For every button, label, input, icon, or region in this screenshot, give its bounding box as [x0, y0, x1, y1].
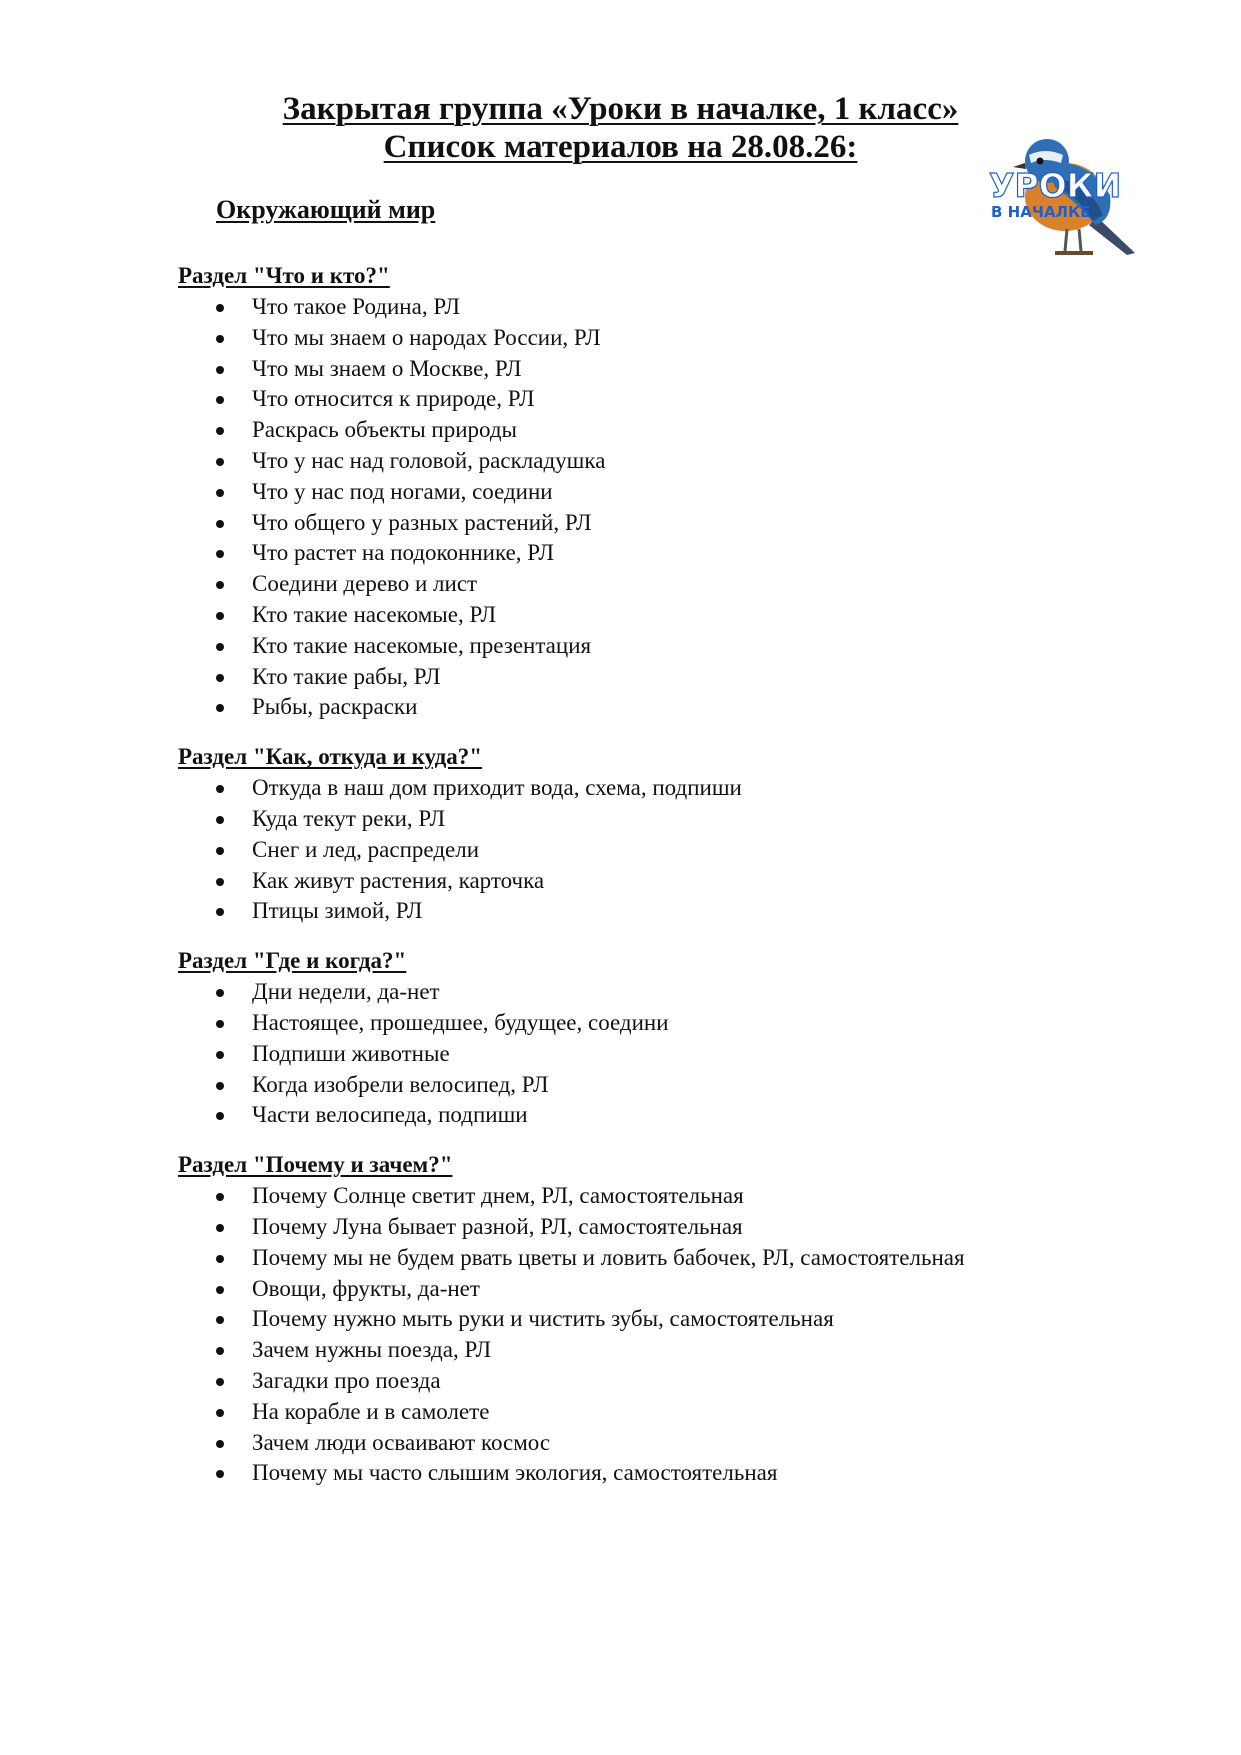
list-item-text: Овощи, фрукты, да-нет: [252, 1275, 480, 1301]
section: [178, 262, 1218, 723]
section-heading: Раздел "Что и кто?": [178, 263, 390, 288]
list-item-text: Почему Солнце светит днем, РЛ, самостоятельная: [252, 1183, 744, 1209]
list-item: [252, 323, 1218, 354]
title-line-list-date: Список материалов на 28.08.26:: [383, 129, 858, 165]
bullet-icon: [216, 674, 224, 682]
list-item-text: Кто такие насекомые, РЛ: [252, 601, 497, 627]
list-item-text: Настоящее, прошедшее, будущее, соедини: [252, 1009, 669, 1035]
list-item: [252, 1335, 1218, 1366]
bullet-icon: [216, 304, 224, 312]
list-item-text: Что мы знаем о Москве, РЛ: [252, 355, 522, 381]
list-item: [252, 477, 1218, 508]
bullet-icon: [216, 1378, 224, 1386]
list-item-text: Зачем люди осваивают космос: [252, 1429, 551, 1455]
bullet-icon: [216, 489, 224, 497]
bullet-icon: [216, 366, 224, 374]
bullet-icon: [216, 1112, 224, 1120]
bullet-icon: [216, 816, 224, 824]
list-item-text: Что у нас над головой, раскладушка: [252, 447, 606, 473]
list-item: [252, 1428, 1218, 1459]
list-item-text: Откуда в наш дом приходит вода, схема, подпиши: [252, 775, 742, 801]
bullet-icon: [216, 1347, 224, 1355]
list-item-text: Снег и лед, распредели: [252, 836, 480, 862]
list-item-text: Что у нас под ногами, соедини: [252, 478, 553, 504]
list-item-text: Кто такие насекомые, презентация: [252, 632, 592, 658]
bullet-icon: [216, 1316, 224, 1324]
list-item: [252, 1008, 1218, 1039]
section-heading: Раздел "Почему и зачем?": [178, 1152, 453, 1178]
list-item: [252, 804, 1218, 835]
sections-list: [178, 262, 1218, 1509]
list-item: [252, 1100, 1218, 1131]
list-item: [252, 835, 1218, 866]
material-list: [178, 1181, 1218, 1489]
bullet-icon: [216, 427, 224, 435]
bullet-icon: [216, 847, 224, 855]
list-item: [252, 662, 1218, 693]
list-item-text: На корабле и в самолете: [252, 1398, 490, 1424]
bullet-icon: [216, 550, 224, 558]
list-item-text: Как живут растения, карточка: [252, 867, 545, 893]
list-item-text: Зачем нужны поезда, РЛ: [252, 1337, 492, 1363]
list-item-text: Почему мы не будем рвать цветы и ловить бабочек, РЛ, самостоятельная: [252, 1244, 965, 1270]
list-item: [252, 1397, 1218, 1428]
section: [178, 743, 1218, 927]
list-item: [252, 773, 1218, 804]
bullet-icon: [216, 989, 224, 997]
list-item: [252, 569, 1218, 600]
bullet-icon: [216, 1193, 224, 1201]
list-item-text: Подпиши животные: [252, 1040, 450, 1066]
list-item-text: Птицы зимой, РЛ: [252, 898, 423, 924]
bullet-icon: [216, 458, 224, 466]
material-list: [178, 977, 1218, 1131]
logo-text-line2: В НАЧАЛКЕ: [991, 203, 1091, 221]
bullet-icon: [216, 1286, 224, 1294]
list-item: [252, 508, 1218, 539]
list-item-text: Что относится к природе, РЛ: [252, 386, 535, 412]
list-item: [252, 600, 1218, 631]
material-list: [178, 773, 1218, 927]
list-item: [252, 1181, 1218, 1212]
material-list: [178, 292, 1218, 723]
list-item-text: Почему Луна бывает разной, РЛ, самостоятельная: [252, 1213, 743, 1239]
list-item: [252, 1366, 1218, 1397]
subject-heading: Окружающий мир: [216, 195, 436, 224]
list-item: [252, 1243, 1218, 1274]
list-item: [252, 1039, 1218, 1070]
list-item-text: Кто такие рабы, РЛ: [252, 663, 441, 689]
list-item: [252, 415, 1218, 446]
list-item: [252, 446, 1218, 477]
section: [178, 947, 1218, 1131]
list-item: [252, 1070, 1218, 1101]
bird-icon: [985, 125, 1145, 260]
list-item-text: Загадки про поезда: [252, 1367, 441, 1393]
bullet-icon: [216, 1082, 224, 1090]
list-item-text: Части велосипеда, подпиши: [252, 1102, 528, 1128]
list-item: [252, 866, 1218, 897]
section-heading: Раздел "Как, откуда и куда?": [178, 744, 483, 770]
bullet-icon: [216, 581, 224, 589]
logo: [985, 125, 1145, 260]
bullet-icon: [216, 1020, 224, 1028]
bullet-icon: [216, 1051, 224, 1059]
bullet-icon: [216, 520, 224, 528]
list-item: [252, 631, 1218, 662]
logo-text-line1: УРОКИ: [989, 166, 1122, 205]
list-item-text: Что растет на подоконнике, РЛ: [252, 540, 554, 566]
list-item-text: Почему нужно мыть руки и чистить зубы, самостоятельная: [252, 1306, 834, 1332]
bullet-icon: [216, 643, 224, 651]
list-item: [252, 538, 1218, 569]
bullet-icon: [216, 704, 224, 712]
bullet-icon: [216, 878, 224, 886]
list-item: [252, 354, 1218, 385]
list-item-text: Куда текут реки, РЛ: [252, 805, 446, 831]
bullet-icon: [216, 396, 224, 404]
section-heading: Раздел "Где и когда?": [178, 948, 407, 974]
bullet-icon: [216, 1255, 224, 1263]
bullet-icon: [216, 1440, 224, 1448]
bullet-icon: [216, 612, 224, 620]
bullet-icon: [216, 1224, 224, 1232]
list-item: [252, 1458, 1218, 1489]
title-line-group: Закрытая группа «Уроки в началке, 1 класс»: [282, 91, 959, 127]
list-item: [252, 292, 1218, 323]
list-item-text: Раскрась объекты природы: [252, 417, 518, 443]
bullet-icon: [216, 1470, 224, 1478]
bullet-icon: [216, 1409, 224, 1417]
list-item-text: Рыбы, раскраски: [252, 694, 418, 720]
bullet-icon: [216, 785, 224, 793]
list-item: [252, 896, 1218, 927]
list-item: [252, 1212, 1218, 1243]
list-item: [252, 1304, 1218, 1335]
list-item-text: Что такое Родина, РЛ: [252, 294, 460, 319]
list-item: [252, 1274, 1218, 1305]
list-item-text: Почему мы часто слышим экология, самостоятельная: [252, 1460, 778, 1486]
list-item-text: Когда изобрели велосипед, РЛ: [252, 1071, 549, 1097]
list-item: [252, 977, 1218, 1008]
bullet-icon: [216, 908, 224, 916]
list-item-text: Что общего у разных растений, РЛ: [252, 509, 592, 535]
list-item-text: Соедини дерево и лист: [252, 571, 478, 597]
section: [178, 1151, 1218, 1489]
list-item: [252, 692, 1218, 723]
bullet-icon: [216, 335, 224, 343]
list-item-text: Дни недели, да-нет: [252, 979, 440, 1005]
list-item: [252, 384, 1218, 415]
list-item-text: Что мы знаем о народах России, РЛ: [252, 324, 601, 350]
